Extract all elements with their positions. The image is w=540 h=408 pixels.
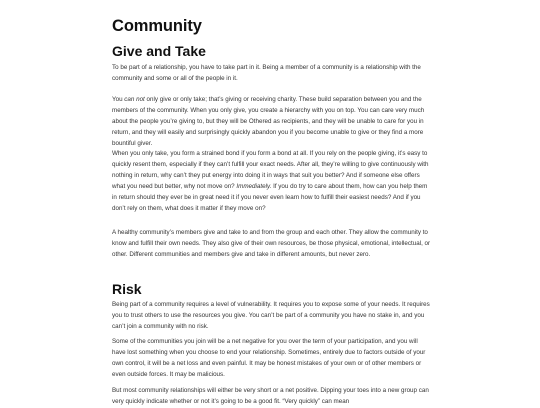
paragraph-text: If you do try to care about them, how can you help them in return should they ever be in great need it if you never even learn how to fulfill their easiest needs? And if you don’t rely on them, what does it matter if they move on? bbox=[112, 182, 428, 212]
paragraph: A healthy community’s members give and take to and from the group and each other. They allow the community to know and fulfill their own needs. They also give of their own resources, be those physical, emotional, intellectual, or other. Different communities and members give and take in different amounts, but never zero. bbox=[112, 229, 431, 258]
paragraph-text: You bbox=[112, 96, 125, 103]
paragraph bbox=[112, 95, 432, 150]
section-heading-give-and-take: Give and Take bbox=[112, 43, 206, 59]
section-heading-risk: Risk bbox=[112, 281, 142, 297]
paragraph: To be part of a relationship, you have to take part in it. Being a member of a community is a relationship with the community and some or all of the people in it. bbox=[112, 64, 421, 82]
page-title: Community bbox=[112, 17, 202, 35]
emphasis-text: can not bbox=[124, 96, 145, 103]
paragraph-text: When you only take, you form a strained bond if you form a bond at all. If you rely on the people giving, it’s easy to quickly resent them, especially if they can’t fulfill your exact needs. After all, they’re willing to give continuously with nothing in return, why can’t they put energy into doing it in ways that suit you better? And if someone else offers what you need but better, why not move on? bbox=[112, 150, 429, 190]
paragraph bbox=[112, 149, 432, 214]
paragraph: Being part of a community requires a level of vulnerability. It requires you to expose some of your needs. It requires you to trust others to use the resources you give. You can’t be part of a community you have no stake in, and you can’t join a community with no risk. bbox=[112, 301, 430, 330]
paragraph-text: only give or only take; that’s giving or receiving charity. These build separation between you and the members of the community. When you only give, you create a hierarchy with you on top. You can care very much about the people you’re giving to, but they will be Othered as recipients, and they will be unable to care for you in return, and they will easily and surprisingly quickly abandon you if you become unable to give or they find a more bountiful giver. bbox=[112, 96, 425, 147]
emphasis-text: Immediately. bbox=[236, 182, 272, 190]
paragraph: But most community relationships will either be very short or a net positive. Dipping your toes into a new group can very quickly indicate whether or not it’s going to be a good fit. “Very quickly” can mean bbox=[112, 387, 429, 405]
paragraph: Some of the communities you join will be a net negative for you over the term of your participation, and you will have lost something when you choose to end your relationship. Sometimes, entirely due to factors outside of your own control, it will be a net loss and even painful. It may be honest mistakes of your own or of other members or even outside forces. It may be malicious. bbox=[112, 338, 426, 378]
